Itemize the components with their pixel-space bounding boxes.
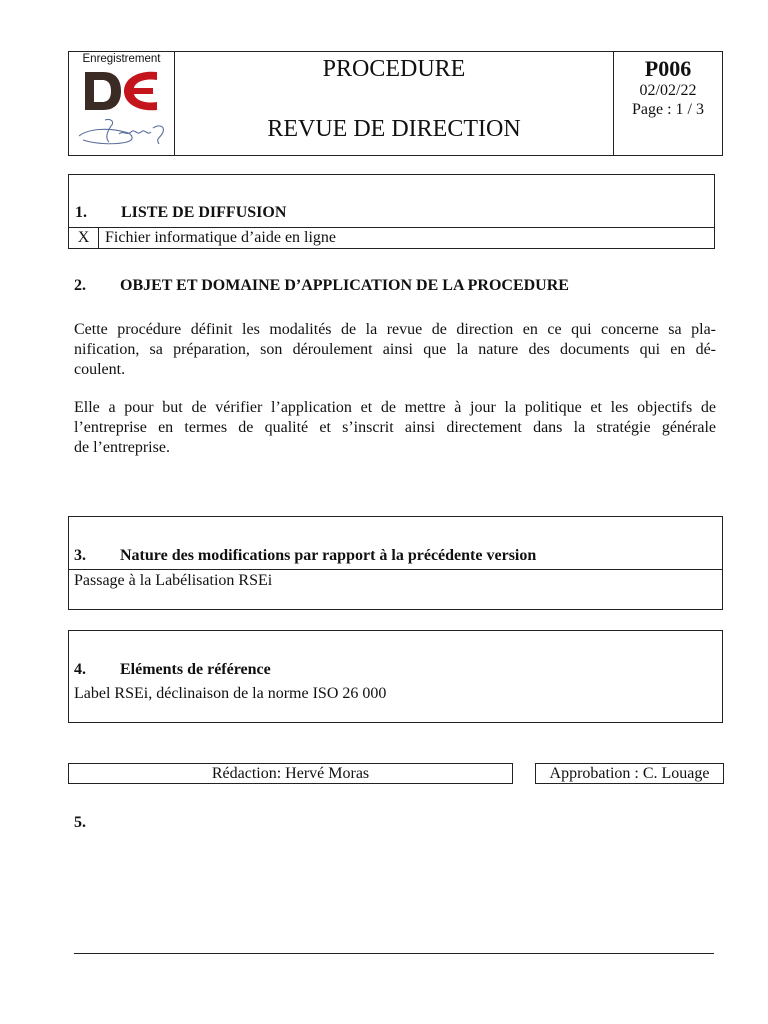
section-4-number: 4. — [74, 661, 86, 678]
page-number: Page : 1 / 3 — [632, 101, 704, 118]
paragraph-line: de l’entreprise. — [74, 439, 170, 456]
section-3-number: 3. — [74, 547, 86, 564]
objective-paragraph-1 — [74, 320, 716, 380]
document-header — [68, 51, 723, 156]
paragraph-line: Cette procédure définit les modalités de la revue de direction en ce qui concerne sa pla- — [74, 321, 716, 338]
paragraph-line: nification, sa préparation, son déroulement ainsi que la nature des documents qui en dé- — [74, 341, 716, 358]
footer-rule — [74, 953, 714, 954]
document-type: PROCEDURE — [322, 56, 466, 82]
section-1-heading — [75, 204, 286, 222]
approbation-box: Approbation : C. Louage — [535, 763, 724, 784]
reference-cell — [613, 52, 722, 155]
section-1-number: 1. — [75, 204, 87, 221]
paragraph-line: coulent. — [74, 361, 126, 378]
section-3-divider — [69, 569, 722, 570]
procedure-code: P006 — [644, 56, 692, 81]
section-5-number: 5. — [74, 814, 86, 831]
modifications-text: Passage à la Labélisation RSEi — [74, 572, 273, 589]
section-diffusion-box — [68, 174, 715, 249]
section-1-title: LISTE DE DIFFUSION — [121, 204, 287, 221]
section-4-heading — [74, 661, 271, 679]
page-title: REVUE DE DIRECTION — [267, 116, 521, 142]
paragraph-line: l’entreprise en termes de qualité et s’inscrit ainsi directement dans la stratégie générale — [74, 419, 716, 436]
section-2-number: 2. — [74, 277, 86, 294]
redaction-box: Rédaction: Hervé Moras — [68, 763, 513, 784]
diffusion-row — [69, 227, 714, 248]
diffusion-item: Fichier informatique d’aide en ligne — [105, 229, 337, 246]
paragraph-line: Elle a pour but de vérifier l’application et de mettre à jour la politique et les objectifs de — [74, 399, 716, 416]
objective-paragraph-2 — [74, 398, 716, 458]
signature-image — [75, 114, 171, 150]
section-references-box — [68, 630, 723, 723]
section-4-title: Eléments de référence — [120, 661, 271, 678]
company-logo — [83, 70, 161, 112]
section-2-title: OBJET ET DOMAINE D’APPLICATION DE LA PROCEDURE — [120, 277, 569, 294]
logo-caption: Enregistrement — [82, 53, 161, 65]
references-text: Label RSEi, déclinaison de la norme ISO 26 000 — [74, 685, 387, 702]
logo-cell — [69, 52, 175, 155]
section-modifications-box — [68, 516, 723, 610]
title-cell — [175, 52, 613, 155]
document-date: 02/02/22 — [639, 82, 697, 99]
section-3-title: Nature des modifications par rapport à la précédente version — [120, 547, 537, 564]
diffusion-mark: X — [69, 228, 99, 249]
section-2-heading — [74, 277, 569, 295]
section-3-heading — [74, 547, 536, 565]
